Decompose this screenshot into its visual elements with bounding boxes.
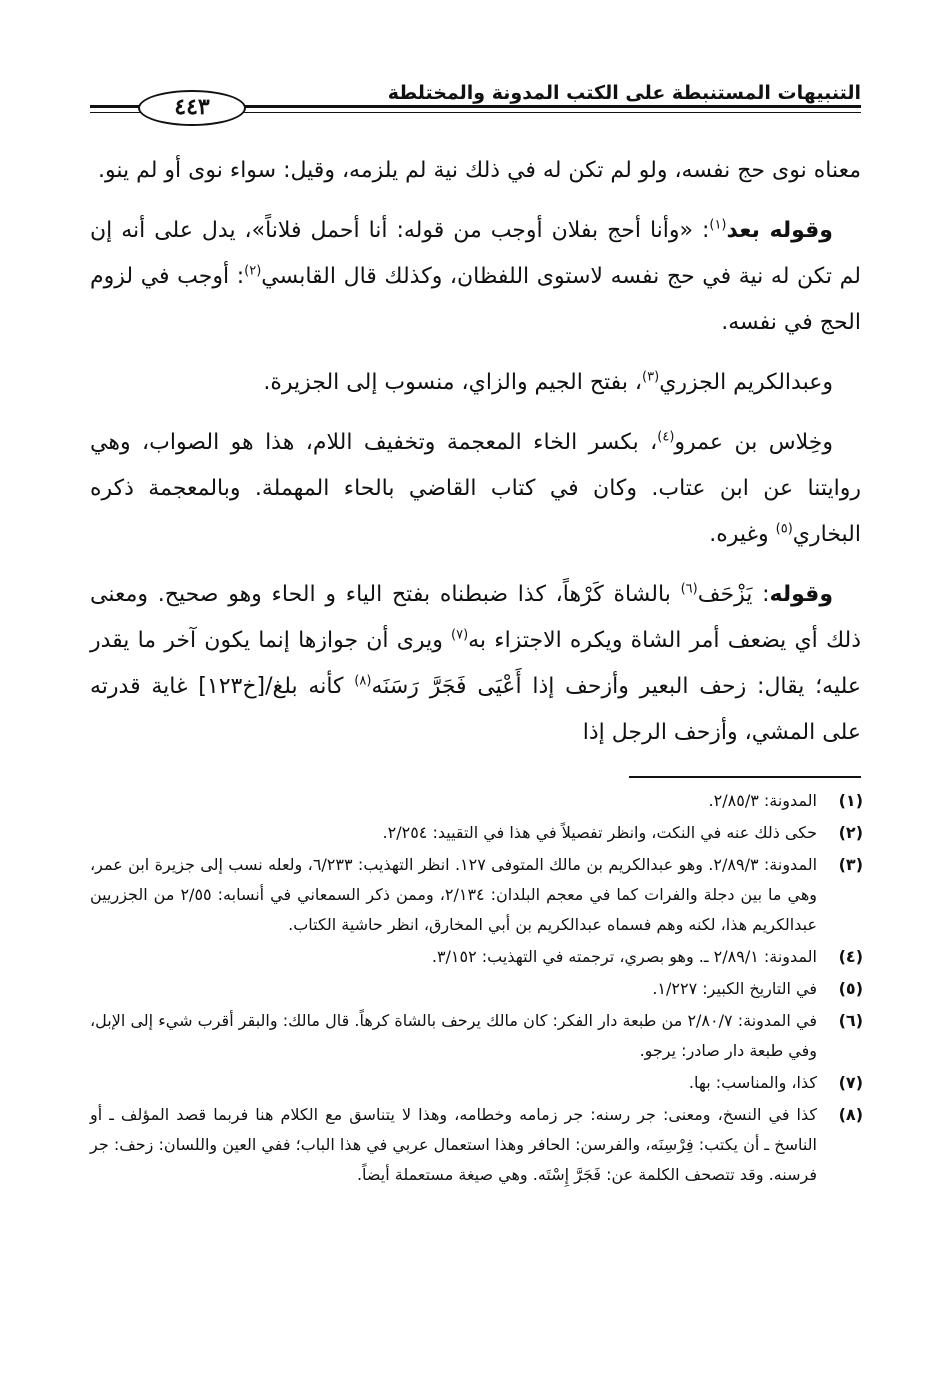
page-header (90, 60, 861, 124)
footnote (90, 850, 863, 940)
footnote-marker: (١) (709, 217, 727, 233)
footnote-text: في التاريخ الكبير: ١/٢٢٧. (652, 979, 817, 998)
paragraph (90, 360, 861, 406)
paragraph-lead: وقوله (769, 582, 833, 607)
paragraph-text: ويرى أن جوازها إنما يكون آخر ما يقدر عليه؛ يقال: زحف البعير وأزحف إذا أَعْيَى فَجَرَّ رَسَنَه (90, 628, 861, 699)
footnote-marker: (٦) (680, 581, 698, 597)
footnote (90, 1068, 863, 1098)
paragraph-text: وخِلاس بن عمرو (674, 430, 833, 455)
footnote-text: المدونة: ٢/٨٩/٣. وهو عبدالكريم بن مالك المتوفى ١٢٧. انظر التهذيب: ٦/٢٣٣، ولعله نسب إلى جزيرة ابن عمر، وهي ما بين دجلة والفرات كما في معجم البلدان: ٢/١٣٤، وممن ذكر السمعاني في أنسابه: ٢/٥٥ من الجزريين عبدالكريم هذا، لكنه وهم فسماه عبدالكريم بن أبي المخارق، انظر حاشية الكتاب. (90, 855, 818, 934)
paragraph-lead: وقوله بعد (726, 218, 833, 243)
paragraph-text: بالشاة كَرْهاً، كذا ضبطناه بفتح الياء و الحاء وهو صحيح. ومعنى ذلك أي يضعف أمر الشاة ويكره الاجتزاء به (90, 582, 862, 653)
footnote (90, 1100, 863, 1190)
footnote-number: (١) (838, 791, 863, 810)
footnote (90, 786, 863, 816)
footnote-number: (٧) (838, 1073, 863, 1092)
paragraph-text: وعبدالكريم الجزري (659, 370, 833, 395)
footnote-number: (٨) (838, 1105, 863, 1124)
paragraph-text: ، بفتح الجيم والزاي، منسوب إلى الجزيرة. (263, 370, 643, 395)
footnote-text: كذا في النسخ، ومعنى: جر رسنه: جر زمامه وخطامه، وهذا لا يتناسق مع الكلام هنا فربما قصد المؤلف ـ أو الناسخ ـ أن يكتب: فِرْسِنَه، والفرسن: الحافر وهذا استعمال عربي في هذا الباب؛ ففي العين واللسان: زحف: جر فرسنه. وقد تتصحف الكلمة عن: فَجَرَّ إِسْتَه. وهي صيغة مستعملة أيضاً. (90, 1105, 817, 1184)
paragraph-text: : يَزْحَف (697, 582, 770, 607)
paragraph-text: : «وأنا أحج بفلان أوجب من قوله: أنا أحمل فلاناً»، يدل على أنه إن لم تكن له نية في حج نفسه لاستوى اللفظان، وكذلك قال القابسي (90, 218, 861, 289)
footnote-text: المدونة: ٢/٨٥/٣. (708, 791, 817, 810)
main-text (90, 148, 861, 770)
paragraph (90, 420, 861, 558)
paragraph (90, 572, 861, 756)
footnotes (90, 786, 863, 1192)
footnote-text: كذا، والمناسب: بها. (688, 1073, 817, 1092)
footnote (90, 942, 863, 972)
footnote-number: (٦) (838, 1011, 863, 1030)
footnote-text: المدونة: ٢/٨٩/١ ـ. وهو بصري، ترجمته في التهذيب: ٣/١٥٢. (431, 947, 817, 966)
footnote (90, 1006, 863, 1066)
footnote-marker: (٨) (354, 673, 372, 689)
footnote-number: (٢) (838, 823, 863, 842)
footnote-marker: (٧) (451, 627, 469, 643)
footnote-marker: (٥) (775, 521, 793, 537)
footnote-marker: (٣) (642, 369, 660, 385)
footnote-marker: (٤) (657, 429, 675, 445)
footnote (90, 974, 863, 1004)
footnote-number: (٣) (838, 855, 863, 874)
paragraph-text: ، بكسر الخاء المعجمة وتخفيف اللام، هذا هو الصواب، وهي روايتنا عن ابن عتاب. وكان في كتاب القاضي بالحاء المهملة. وبالمعجمة ذكره البخاري (90, 430, 861, 547)
footnote-marker: (٢) (244, 263, 262, 279)
footnote (90, 818, 863, 848)
paragraph-text: : أوجب في لزوم الحج في نفسه. (90, 264, 861, 335)
paragraph (90, 208, 861, 346)
footnote-separator (629, 776, 861, 778)
footnote-text: حكى ذلك عنه في النكت، وانظر تفصيلاً في هذا في التقييد: ٢/٢٥٤. (382, 823, 817, 842)
paragraph-text: معناه نوى حج نفسه، ولو لم تكن له في ذلك نية لم يلزمه، وقيل: سواء نوى أو لم ينو. (97, 158, 861, 183)
footnote-number: (٤) (838, 947, 863, 966)
running-title: التنبيهات المستنبطة على الكتب المدونة والمختلطة (387, 82, 861, 104)
footnote-number: (٥) (838, 979, 863, 998)
page-number: ٤٤٣ (138, 90, 246, 126)
footnote-text: في المدونة: ٢/٨٠/٧ من طبعة دار الفكر: كان مالك يرحف بالشاة كرهاً. قال مالك: والبقر أقرب شيء إلى الإبل، وفي طبعة دار صادر: يرجو. (90, 1011, 817, 1060)
paragraph-text: كأنه بلغ/[خ١٢٣] غاية قدرته على المشي، وأزحف الرجل إذا (90, 674, 861, 745)
paragraph (90, 148, 861, 194)
paragraph-text: وغيره. (709, 522, 776, 547)
